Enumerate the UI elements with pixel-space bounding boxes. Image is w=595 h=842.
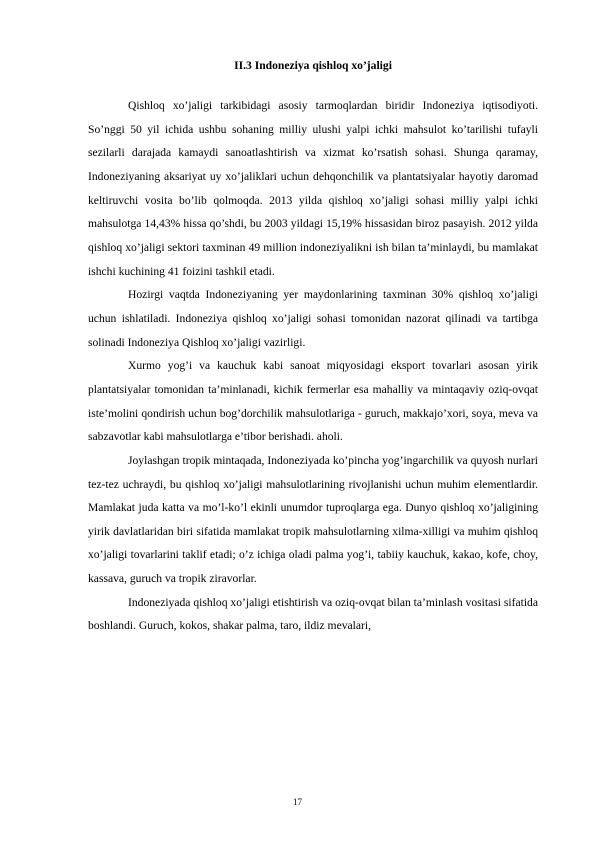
paragraph-export-goods: Xurmo yog’i va kauchuk kabi sanoat miqyosidagi eksport tovarlari asosan yirik plantatsiyalar tomonidan ta’minlanadi, kichik fermerlar esa mahalliy va mintaqaviy oziq-ovqat iste’molini qondirish uchun bog’dorchilik mahsulotlariga - guruch, makkajo’xori, soya, meva va sabzavotlar kabi mahsulotlarga e’tibor berishadi. aholi. [88, 359, 538, 444]
body-text [88, 94, 538, 638]
paragraph-history: Indoneziyada qishloq xo’jaligi etishtirish va oziq-ovqat bilan ta’minlash vositasi sifatida boshlandi. Guruch, kokos, shakar palma, taro, ildiz mevalari, [88, 595, 538, 633]
page-number: 17 [293, 797, 302, 807]
paragraph-land-use: Hozirgi vaqtda Indoneziyaning yer maydonlarining taxminan 30% qishloq xo’jaligi uchun ishlatiladi. Indoneziya qishloq xo’jaligi sohasi tomonidan nazorat qilinadi va tartibga solinadi Indoneziya Qishloq xo’jaligi vazirligi. [88, 288, 538, 349]
section-heading: II.3 Indoneziya qishloq xo’jaligi [234, 59, 392, 72]
paragraph-tropical-climate: Joylashgan tropik mintaqada, Indoneziyada ko’pincha yog’ingarchilik va quyosh nurlari tez-tez uchraydi, bu qishloq xo’jaligi mahsulotlarining rivojlanishi uchun muhim elementlardir. Mamlakat juda katta va mo’l-ko’l ekinli unumdor tuproqlarga ega. Dunyo qishloq xo’jaligining yirik davlatlaridan biri sifatida mamlakat tropik mahsulotlarning xilma-xilligi va muhim qishloq xo’jaligi tovarlarini taklif etadi; o’z ichiga oladi palma yog’i, tabiiy kauchuk, kakao, kofe, choy, kassava, guruch va tropik ziravorlar. [88, 453, 538, 586]
paragraph-agriculture-economy: Qishloq xo’jaligi tarkibidagi asosiy tarmoqlardan biridir Indoneziya iqtisodiyoti. So’nggi 50 yil ichida ushbu sohaning milliy ulushi yalpi ichki mahsulot ko’tarilishi tufayli sezilarli darajada kamaydi sanoatlashtirish va xizmat ko’rsatish sohasi. Shunga qaramay, Indoneziyaning aksariyat uy xo’jaliklari uchun dehqonchilik va plantatsiyalar hayotiy daromad keltiruvchi vosita bo’lib qolmoqda. 2013 yilda qishloq xo’jaligi sohasi milliy yalpi ichki mahsulotga 14,43% hissa qo’shdi, bu 2003 yildagi 15,19% hissasidan biroz pasayish. 2012 yilda qishloq xo’jaligi sektori taxminan 49 million indoneziyalikni ish bilan ta’minlaydi, bu mamlakat ishchi kuchining 41 foizini tashkil etadi. [88, 99, 538, 278]
